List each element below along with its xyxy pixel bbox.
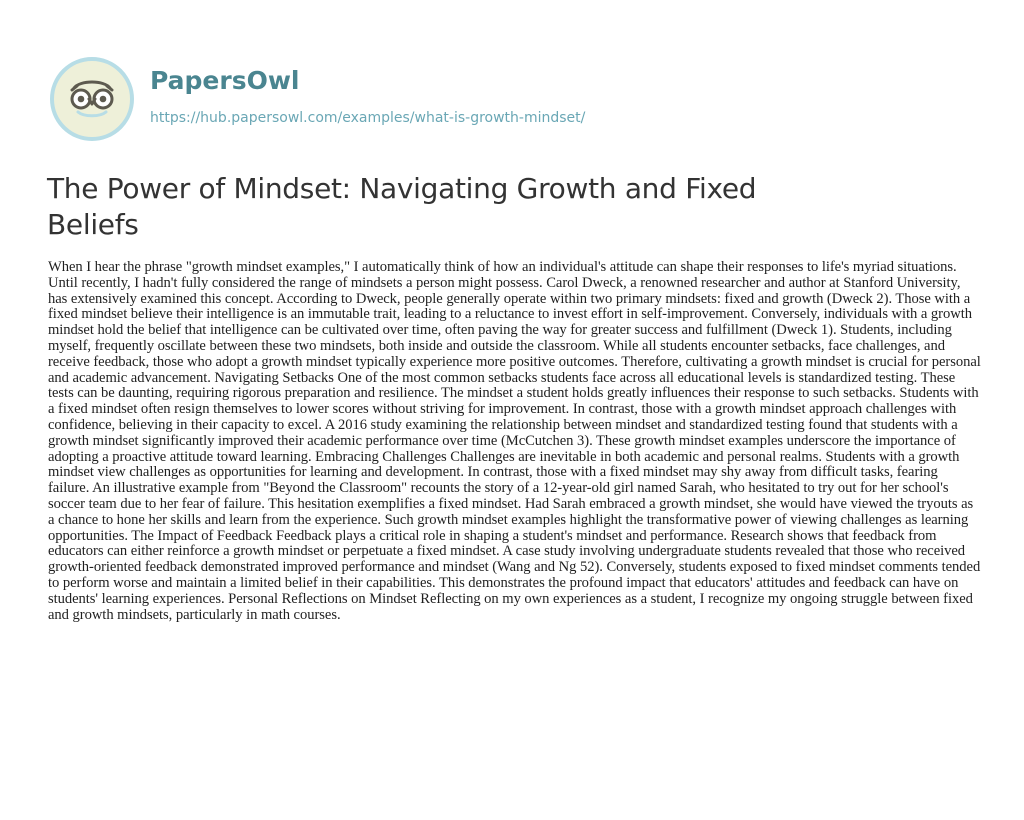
site-header (50, 54, 585, 144)
article-title: The Power of Mindset: Navigating Growth and Fixed Beliefs (47, 172, 757, 241)
source-url[interactable]: https://hub.papersowl.com/examples/what-is-growth-mindset/ (150, 109, 586, 126)
brand-name[interactable]: PapersOwl (150, 65, 300, 95)
owl-logo-icon (50, 57, 134, 141)
brand-block (150, 65, 586, 127)
article-body: When I hear the phrase "growth mindset examples," I automatically think of how an individual's attitude can shape their responses to life's myriad situations. Until recently, I hadn't fully considered the range of mindsets a person might possess. Carol Dweck, a renowned researcher and author at Stanford University, has extensively examined this concept. According to Dweck, people generally operate within two primary mindsets: fixed and growth (Dweck 2). Those with a fixed mindset believe their intelligence is an immutable trait, leading to a reluctance to invest effort in self-improvement. Conversely, individuals with a growth mindset hold the belief that intelligence can be cultivated over time, often paving the way for greater success and fulfillment (Dweck 1). Students, including myself, frequently oscillate between these two mindsets, both inside and outside the classroom. While all students encounter setbacks, face challenges, and receive feedback, those who adopt a growth mindset typically experience more positive outcomes. Therefore, cultivating a growth mindset is crucial for personal and academic advancement. Navigating Setbacks One of the most common setbacks students face across all educational levels is standardized testing. These tests can be daunting, requiring rigorous preparation and resilience. The mindset a student holds greatly influences their response to such setbacks. Students with a fixed mindset often resign themselves to lower scores without striving for improvement. In contrast, those with a growth mindset approach challenges with confidence, believing in their capacity to excel. A 2016 study examining the relationship between mindset and standardized testing found that students with a growth mindset significantly improved their academic performance over time (McCutchen 3). These growth mindset examples underscore the importance of adopting a proactive attitude toward learning. Embracing Challenges Challenges are inevitable in both academic and personal realms. Students with a growth mindset view challenges as opportunities for learning and development. In contrast, those with a fixed mindset may shy away from difficult tasks, fearing failure. An illustrative example from "Beyond the Classroom" recounts the story of a 12-year-old girl named Sarah, who hesitated to try out for her school's soccer team due to her fear of failure. This hesitation exemplifies a fixed mindset. Had Sarah embraced a growth mindset, she would have viewed the tryouts as a chance to hone her skills and learn from the experience. Such growth mindset examples highlight the transformative power of viewing challenges as learning opportunities. The Impact of Feedback Feedback plays a critical role in shaping a student's mindset and performance. Research shows that feedback from educators can either reinforce a growth mindset or perpetuate a fixed mindset. A case study involving undergraduate students revealed that those who received growth-oriented feedback demonstrated improved performance and mindset (Wang and Ng 52). Conversely, students exposed to fixed mindset comments tended to perform worse and maintain a limited belief in their capabilities. This demonstrates the profound impact that educators' attitudes and feedback can have on students' learning experiences. Personal Reflections on Mindset Reflecting on my own experiences as a student, I recognize my ongoing struggle between fixed and growth mindsets, particularly in math courses. (48, 259, 981, 623)
